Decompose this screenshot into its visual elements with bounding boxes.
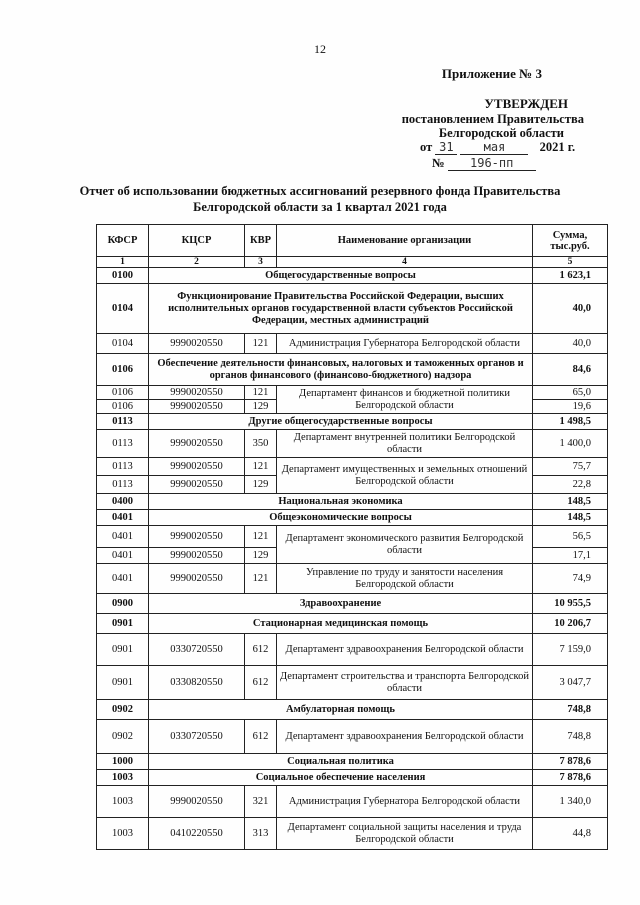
cell-section-title: Другие общегосударственные вопросы [149, 414, 533, 430]
colnum-1: 1 [97, 257, 149, 268]
table-row [97, 510, 608, 526]
cell-kcsr: 0330720550 [149, 634, 245, 666]
table-row [97, 494, 608, 510]
cell-kfsr: 0901 [97, 634, 149, 666]
cell-kcsr: 0330820550 [149, 666, 245, 700]
cell-org-name: Администрация Губернатора Белгородской области [277, 334, 533, 354]
table-row [97, 386, 608, 400]
reserve-fund-table [96, 224, 608, 850]
cell-section-title: Здравоохранение [149, 594, 533, 614]
cell-kvr: 121 [245, 526, 277, 548]
cell-kcsr: 0330720550 [149, 720, 245, 754]
cell-sum: 748,8 [533, 700, 608, 720]
cell-kfsr: 0113 [97, 458, 149, 476]
table-row [97, 334, 608, 354]
report-title [0, 183, 640, 215]
cell-kvr: 612 [245, 720, 277, 754]
cell-kvr: 350 [245, 430, 277, 458]
cell-kfsr: 0113 [97, 430, 149, 458]
table-row [97, 770, 608, 786]
cell-kvr: 313 [245, 818, 277, 850]
cell-org-name: Департамент строительства и транспорта Белгородской области [277, 666, 533, 700]
table-row [97, 564, 608, 594]
cell-kfsr: 0106 [97, 354, 149, 386]
cell-section-title: Национальная экономика [149, 494, 533, 510]
cell-kfsr: 0902 [97, 720, 149, 754]
cell-kcsr: 9990020550 [149, 386, 245, 400]
cell-kfsr: 0900 [97, 594, 149, 614]
cell-section-title: Общеэкономические вопросы [149, 510, 533, 526]
cell-kfsr: 0400 [97, 494, 149, 510]
table-row [97, 754, 608, 770]
decree-by-label: постановлением Правительства [401, 112, 584, 126]
cell-kvr: 129 [245, 476, 277, 494]
cell-org-name: Департамент здравоохранения Белгородской области [277, 634, 533, 666]
cell-section-title: Амбулаторная помощь [149, 700, 533, 720]
date-month: мая [460, 140, 528, 155]
cell-kvr: 129 [245, 400, 277, 414]
cell-org-name: Управление по труду и занятости населения Белгородской области [277, 564, 533, 594]
cell-kfsr: 0113 [97, 414, 149, 430]
table-row [97, 284, 608, 334]
cell-sum: 1 498,5 [533, 414, 608, 430]
header-sum: Сумма, тыс.руб. [533, 225, 608, 257]
cell-kfsr: 0401 [97, 564, 149, 594]
cell-kfsr: 1003 [97, 786, 149, 818]
cell-sum: 1 400,0 [533, 430, 608, 458]
cell-sum: 74,9 [533, 564, 608, 594]
table-row [97, 414, 608, 430]
cell-kcsr: 0410220550 [149, 818, 245, 850]
date-day: 31 [435, 140, 457, 155]
cell-kcsr: 9990020550 [149, 334, 245, 354]
cell-kfsr: 1003 [97, 818, 149, 850]
table-row [97, 430, 608, 458]
cell-sum: 1 340,0 [533, 786, 608, 818]
cell-kfsr: 0113 [97, 476, 149, 494]
cell-sum: 40,0 [533, 334, 608, 354]
cell-kfsr: 0100 [97, 268, 149, 284]
cell-sum: 7 159,0 [533, 634, 608, 666]
cell-kfsr: 1003 [97, 770, 149, 786]
cell-kvr: 121 [245, 458, 277, 476]
report-title-line1: Отчет об использовании бюджетных ассигнований резервного фонда Правительства [79, 184, 561, 198]
cell-section-title: Социальная политика [149, 754, 533, 770]
cell-kfsr: 0401 [97, 548, 149, 564]
cell-sum: 56,5 [533, 526, 608, 548]
cell-sum: 10 955,5 [533, 594, 608, 614]
cell-section-title: Стационарная медицинская помощь [149, 614, 533, 634]
cell-kcsr: 9990020550 [149, 786, 245, 818]
cell-sum: 7 878,6 [533, 770, 608, 786]
cell-org-name: Администрация Губернатора Белгородской области [277, 786, 533, 818]
date-year: 2021 г. [539, 140, 576, 154]
table-row [97, 700, 608, 720]
colnum-3: 3 [245, 257, 277, 268]
cell-kvr: 121 [245, 386, 277, 400]
cell-sum: 40,0 [533, 284, 608, 334]
cell-org-name: Департамент социальной защиты населения и труда Белгородской области [277, 818, 533, 850]
cell-org-name: Департамент имущественных и земельных отношений Белгородской области [277, 458, 533, 494]
cell-kvr: 129 [245, 548, 277, 564]
cell-kvr: 321 [245, 786, 277, 818]
cell-org-name: Департамент здравоохранения Белгородской области [277, 720, 533, 754]
cell-org-name: Департамент экономического развития Белгородской области [277, 526, 533, 564]
number-prefix: № [432, 156, 445, 170]
colnum-4: 4 [277, 257, 533, 268]
table-row [97, 786, 608, 818]
cell-kcsr: 9990020550 [149, 526, 245, 548]
header-name: Наименование организации [277, 225, 533, 257]
cell-sum: 748,8 [533, 720, 608, 754]
decree-date [420, 140, 575, 155]
table-row [97, 268, 608, 284]
table-row [97, 354, 608, 386]
cell-kfsr: 0104 [97, 284, 149, 334]
table-row [97, 720, 608, 754]
cell-section-title: Обеспечение деятельности финансовых, налоговых и таможенных органов и органов финансового (финансово-бюджетного) надзора [149, 354, 533, 386]
cell-kfsr: 0901 [97, 614, 149, 634]
cell-sum: 17,1 [533, 548, 608, 564]
cell-sum: 1 623,1 [533, 268, 608, 284]
table-row [97, 526, 608, 548]
cell-kcsr: 9990020550 [149, 548, 245, 564]
cell-kcsr: 9990020550 [149, 476, 245, 494]
cell-kfsr: 0104 [97, 334, 149, 354]
region-label: Белгородской области [438, 126, 564, 140]
cell-kvr: 612 [245, 666, 277, 700]
colnum-2: 2 [149, 257, 245, 268]
cell-kfsr: 0901 [97, 666, 149, 700]
approved-label: УТВЕРЖДЕН [484, 96, 568, 111]
cell-kfsr: 0902 [97, 700, 149, 720]
decree-number [432, 156, 536, 171]
cell-section-title: Функционирование Правительства Российской Федерации, высших исполнительных органов государственной власти субъектов Российской Федерации, местных администраций [149, 284, 533, 334]
cell-org-name: Департамент внутренней политики Белгородской области [277, 430, 533, 458]
cell-kfsr: 0401 [97, 510, 149, 526]
cell-sum: 44,8 [533, 818, 608, 850]
report-title-line2: Белгородской области за 1 квартал 2021 года [193, 200, 447, 214]
page-number: 12 [314, 42, 326, 56]
appendix-label: Приложение № 3 [441, 66, 542, 81]
cell-kfsr: 1000 [97, 754, 149, 770]
cell-sum: 65,0 [533, 386, 608, 400]
cell-kvr: 121 [245, 564, 277, 594]
cell-org-name: Департамент финансов и бюджетной политики Белгородской области [277, 386, 533, 414]
table-row [97, 594, 608, 614]
cell-sum: 3 047,7 [533, 666, 608, 700]
cell-section-title: Общегосударственные вопросы [149, 268, 533, 284]
table-row [97, 458, 608, 476]
cell-sum: 148,5 [533, 494, 608, 510]
colnum-5: 5 [533, 257, 608, 268]
table-row [97, 634, 608, 666]
number-value: 196-пп [448, 156, 536, 171]
table-row [97, 666, 608, 700]
cell-section-title: Социальное обеспечение населения [149, 770, 533, 786]
cell-kcsr: 9990020550 [149, 564, 245, 594]
date-prefix: от [420, 140, 433, 154]
header-kvr: КВР [245, 225, 277, 257]
cell-sum: 10 206,7 [533, 614, 608, 634]
cell-kcsr: 9990020550 [149, 400, 245, 414]
cell-kvr: 121 [245, 334, 277, 354]
cell-sum: 19,6 [533, 400, 608, 414]
cell-kcsr: 9990020550 [149, 458, 245, 476]
table-row [97, 614, 608, 634]
column-number-row [97, 257, 608, 268]
table-row [97, 818, 608, 850]
header-kfsr: КФСР [97, 225, 149, 257]
cell-kcsr: 9990020550 [149, 430, 245, 458]
header-kcsr: КЦСР [149, 225, 245, 257]
cell-sum: 75,7 [533, 458, 608, 476]
cell-sum: 148,5 [533, 510, 608, 526]
cell-kfsr: 0106 [97, 386, 149, 400]
cell-sum: 84,6 [533, 354, 608, 386]
cell-kvr: 612 [245, 634, 277, 666]
cell-sum: 22,8 [533, 476, 608, 494]
table-header-row [97, 225, 608, 257]
cell-kfsr: 0106 [97, 400, 149, 414]
cell-sum: 7 878,6 [533, 754, 608, 770]
cell-kfsr: 0401 [97, 526, 149, 548]
